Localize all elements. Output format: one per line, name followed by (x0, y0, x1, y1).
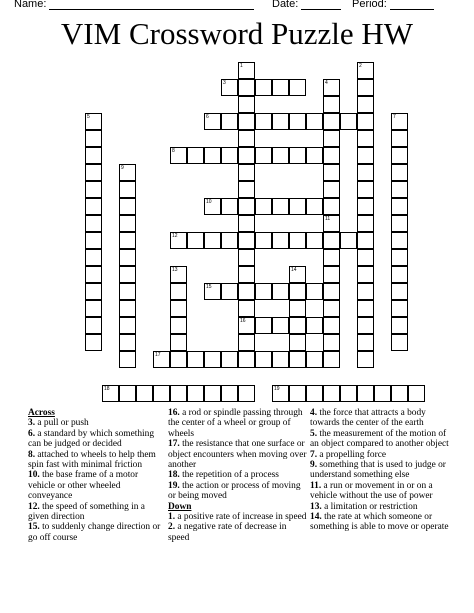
clue-text: a limitation or restriction (321, 501, 418, 512)
grid-cell[interactable] (391, 181, 408, 198)
grid-cell[interactable] (204, 385, 221, 402)
grid-cell[interactable] (238, 181, 255, 198)
grid-cell[interactable] (323, 334, 340, 351)
clue (310, 429, 450, 450)
clue-number: 6 (206, 114, 209, 120)
clue-number: 17. (168, 439, 180, 450)
grid-cell[interactable] (391, 147, 408, 164)
grid-cell[interactable] (170, 351, 187, 368)
clue-number: 10 (206, 199, 212, 205)
grid-cell[interactable] (204, 232, 221, 249)
grid-cell[interactable] (119, 317, 136, 334)
grid-cell[interactable] (357, 300, 374, 317)
grid-cell[interactable] (170, 283, 187, 300)
grid-cell[interactable] (255, 317, 272, 334)
grid-cell[interactable] (238, 79, 255, 96)
grid-cell[interactable] (306, 283, 323, 300)
grid-cell[interactable] (323, 266, 340, 283)
grid-cell[interactable] (272, 317, 289, 334)
clue-number: 13 (172, 267, 178, 273)
clue (28, 502, 166, 523)
clue-number: 19. (168, 480, 180, 491)
clue-number: 12. (28, 501, 40, 512)
grid-cell[interactable] (85, 283, 102, 300)
grid-cell[interactable] (187, 351, 204, 368)
name-blank[interactable] (49, 0, 254, 10)
grid-cell[interactable] (272, 113, 289, 130)
clue (310, 502, 450, 512)
grid-cell[interactable] (391, 385, 408, 402)
clue-text: a rod or spindle passing through the center of a wheel or group of wheels (168, 408, 303, 439)
grid-cell[interactable] (323, 113, 340, 130)
grid-cell[interactable] (119, 198, 136, 215)
grid-cell[interactable] (357, 79, 374, 96)
grid-cell[interactable] (323, 215, 340, 232)
grid-cell[interactable] (289, 283, 306, 300)
grid-cell[interactable] (255, 79, 272, 96)
clue-text: the resistance that one surface or object encounters when moving over another (168, 439, 307, 471)
clue (310, 450, 450, 460)
grid-cell[interactable] (238, 62, 255, 79)
date-field[interactable] (272, 0, 341, 10)
grid-cell[interactable] (323, 130, 340, 147)
grid-cell[interactable] (357, 215, 374, 232)
clue-number: 18. (168, 470, 180, 481)
period-blank[interactable] (390, 0, 434, 10)
grid-cell[interactable] (289, 351, 306, 368)
grid-cell[interactable] (238, 147, 255, 164)
clue-number: 2. (168, 522, 176, 533)
grid-cell[interactable] (289, 317, 306, 334)
clue-number: 16. (168, 408, 180, 418)
grid-cell[interactable] (238, 232, 255, 249)
grid-cell[interactable] (391, 266, 408, 283)
grid-cell[interactable] (187, 147, 204, 164)
grid-cell[interactable] (289, 79, 306, 96)
grid-cell[interactable] (289, 198, 306, 215)
clue-number: 4 (325, 80, 328, 86)
grid-cell[interactable] (119, 266, 136, 283)
grid-cell[interactable] (374, 385, 391, 402)
grid-cell[interactable] (391, 317, 408, 334)
grid-cell[interactable] (357, 181, 374, 198)
grid-cell[interactable] (357, 198, 374, 215)
clue (28, 470, 166, 501)
clue-number: 8 (172, 148, 175, 154)
grid-cell[interactable] (306, 113, 323, 130)
grid-cell[interactable] (357, 249, 374, 266)
grid-cell[interactable] (323, 164, 340, 181)
clue-number: 9. (310, 460, 318, 471)
grid-cell[interactable] (255, 351, 272, 368)
grid-cell[interactable] (238, 283, 255, 300)
clue (168, 522, 308, 543)
grid-cell[interactable] (85, 334, 102, 351)
grid-cell[interactable] (85, 249, 102, 266)
grid-cell[interactable] (408, 385, 425, 402)
grid-cell[interactable] (119, 283, 136, 300)
grid-cell[interactable] (85, 198, 102, 215)
grid-cell[interactable] (272, 232, 289, 249)
grid-cell[interactable] (238, 334, 255, 351)
grid-cell[interactable] (221, 351, 238, 368)
grid-cell[interactable] (323, 249, 340, 266)
grid-cell[interactable] (272, 79, 289, 96)
grid-cell[interactable] (340, 232, 357, 249)
grid-cell[interactable] (357, 130, 374, 147)
grid-cell[interactable] (289, 300, 306, 317)
clue (28, 450, 166, 471)
clue (310, 408, 450, 429)
grid-cell[interactable] (238, 317, 255, 334)
grid-cell[interactable] (221, 79, 238, 96)
clue-number: 7 (393, 114, 396, 120)
clue-column-2 (168, 408, 308, 543)
grid-cell[interactable] (255, 147, 272, 164)
clue-text: the action or process of moving or being moved (168, 480, 301, 502)
clue (168, 439, 308, 470)
grid-cell[interactable] (170, 266, 187, 283)
clue-number: 4. (310, 408, 318, 418)
clue (168, 408, 308, 439)
clue (310, 512, 450, 533)
grid-cell[interactable] (289, 147, 306, 164)
grid-cell[interactable] (323, 385, 340, 402)
grid-cell[interactable] (85, 300, 102, 317)
grid-cell[interactable] (357, 283, 374, 300)
clue-text: a standard by which something can be judged or decided (28, 428, 155, 450)
grid-cell[interactable] (119, 385, 136, 402)
grid-cell[interactable] (221, 147, 238, 164)
clue-text: a propelling force (317, 449, 387, 460)
grid-cell[interactable] (187, 232, 204, 249)
clue-number: 18 (104, 386, 110, 392)
grid-cell[interactable] (357, 147, 374, 164)
grid-cell[interactable] (357, 232, 374, 249)
grid-cell[interactable] (357, 351, 374, 368)
grid-cell[interactable] (238, 113, 255, 130)
grid-cell[interactable] (238, 164, 255, 181)
clue-number: 6. (28, 428, 36, 439)
clue-number: 1 (240, 63, 243, 69)
grid-cell[interactable] (306, 385, 323, 402)
clue-text: the rate at which someone or something is able to move or operate (310, 512, 449, 533)
clue (168, 470, 308, 480)
clue-number: 12 (172, 233, 178, 239)
clue-text: attached to wheels to help them spin fast with minimal friction (28, 449, 156, 471)
grid-cell[interactable] (391, 283, 408, 300)
clue-column-3 (310, 408, 450, 533)
grid-cell[interactable] (136, 385, 153, 402)
grid-cell[interactable] (238, 300, 255, 317)
clue-number: 17 (155, 352, 161, 358)
grid-cell[interactable] (204, 283, 221, 300)
clue (310, 460, 450, 481)
grid-cell[interactable] (255, 198, 272, 215)
grid-cell[interactable] (170, 300, 187, 317)
grid-cell[interactable] (85, 164, 102, 181)
grid-cell[interactable] (306, 351, 323, 368)
date-blank[interactable] (301, 0, 341, 10)
clue-text: the repetition of a process (179, 470, 279, 481)
grid-cell[interactable] (323, 300, 340, 317)
grid-cell[interactable] (323, 96, 340, 113)
grid-cell[interactable] (238, 198, 255, 215)
grid-cell[interactable] (391, 164, 408, 181)
grid-cell[interactable] (238, 215, 255, 232)
clue-number: 11 (325, 216, 331, 222)
grid-cell[interactable] (238, 266, 255, 283)
clue-text: the measurement of the motion of an object compared to another object (310, 428, 449, 450)
grid-cell[interactable] (85, 181, 102, 198)
grid-cell[interactable] (238, 130, 255, 147)
grid-cell[interactable] (391, 198, 408, 215)
grid-cell[interactable] (238, 96, 255, 113)
clue-number: 9 (121, 165, 124, 171)
grid-cell[interactable] (357, 96, 374, 113)
clue-number: 14. (310, 512, 322, 523)
clue-number: 11. (310, 480, 322, 491)
grid-cell[interactable] (238, 249, 255, 266)
clue-number: 3 (223, 80, 226, 86)
grid-cell[interactable] (289, 113, 306, 130)
grid-cell[interactable] (306, 147, 323, 164)
grid-cell[interactable] (170, 317, 187, 334)
grid-cell[interactable] (357, 385, 374, 402)
date-label: Date: (272, 0, 299, 10)
clue-text: a positive rate of increase in speed (175, 512, 307, 523)
grid-cell[interactable] (119, 181, 136, 198)
clue-text: something that is used to judge or understand something else (310, 460, 446, 481)
clue (28, 429, 166, 450)
grid-cell[interactable] (391, 249, 408, 266)
grid-cell[interactable] (255, 232, 272, 249)
grid-cell[interactable] (323, 317, 340, 334)
grid-cell[interactable] (272, 283, 289, 300)
grid-cell[interactable] (85, 130, 102, 147)
clue-number: 8. (28, 449, 36, 460)
page-title: VIM Crossword Puzzle HW (60, 16, 414, 51)
grid-cell[interactable] (391, 215, 408, 232)
grid-cell[interactable] (323, 232, 340, 249)
grid-cell[interactable] (85, 113, 102, 130)
period-label: Period: (352, 0, 387, 10)
grid-cell[interactable] (357, 334, 374, 351)
grid-cell[interactable] (170, 232, 187, 249)
grid-cell[interactable] (391, 334, 408, 351)
clue-column-1 (28, 408, 166, 543)
grid-cell[interactable] (85, 215, 102, 232)
grid-cell[interactable] (272, 198, 289, 215)
grid-cell[interactable] (391, 113, 408, 130)
grid-cell[interactable] (204, 198, 221, 215)
clue-text: the speed of something in a given direction (28, 501, 145, 523)
across-heading: Across (28, 408, 55, 418)
grid-cell[interactable] (119, 164, 136, 181)
grid-cell[interactable] (102, 385, 119, 402)
name-field[interactable] (14, 0, 254, 10)
grid-cell[interactable] (85, 266, 102, 283)
clue (28, 522, 166, 543)
grid-cell[interactable] (119, 334, 136, 351)
grid-cell[interactable] (119, 232, 136, 249)
grid-cell[interactable] (391, 130, 408, 147)
clue-number: 7. (310, 449, 318, 460)
grid-cell[interactable] (323, 351, 340, 368)
grid-cell[interactable] (221, 283, 238, 300)
grid-cell[interactable] (323, 283, 340, 300)
grid-cell[interactable] (119, 300, 136, 317)
grid-cell[interactable] (204, 113, 221, 130)
grid-cell[interactable] (255, 113, 272, 130)
grid-cell[interactable] (306, 198, 323, 215)
grid-cell[interactable] (357, 62, 374, 79)
clue-number: 16 (240, 318, 246, 324)
clue-number: 10. (28, 470, 40, 481)
grid-cell[interactable] (221, 232, 238, 249)
grid-cell[interactable] (289, 385, 306, 402)
grid-cell[interactable] (272, 385, 289, 402)
grid-cell[interactable] (391, 300, 408, 317)
grid-cell[interactable] (153, 351, 170, 368)
grid-cell[interactable] (85, 232, 102, 249)
clue-text: a negative rate of decrease in speed (168, 522, 287, 543)
grid-cell[interactable] (340, 113, 357, 130)
clue (28, 418, 166, 428)
grid-cell[interactable] (153, 385, 170, 402)
down-heading: Down (168, 501, 192, 512)
grid-cell[interactable] (323, 181, 340, 198)
grid-cell[interactable] (391, 232, 408, 249)
grid-cell[interactable] (187, 385, 204, 402)
grid-cell[interactable] (119, 351, 136, 368)
grid-cell[interactable] (119, 215, 136, 232)
grid-cell[interactable] (306, 232, 323, 249)
grid-cell[interactable] (238, 385, 255, 402)
clue-text: the base frame of a motor vehicle or other wheeled conveyance (28, 470, 139, 502)
grid-cell[interactable] (340, 385, 357, 402)
grid-cell[interactable] (119, 249, 136, 266)
clue-number: 3. (28, 418, 36, 429)
clue-text: a run or movement in or on a vehicle without the use of power (310, 480, 433, 502)
clue-number: 13. (310, 501, 322, 512)
clue-number: 2 (359, 63, 362, 69)
grid-cell[interactable] (357, 113, 374, 130)
grid-cell[interactable] (85, 317, 102, 334)
grid-cell[interactable] (289, 266, 306, 283)
grid-cell[interactable] (238, 351, 255, 368)
clue-number: 14 (291, 267, 297, 273)
grid-cell[interactable] (272, 351, 289, 368)
grid-cell[interactable] (357, 266, 374, 283)
grid-cell[interactable] (255, 283, 272, 300)
clue (168, 481, 308, 502)
grid-cell[interactable] (289, 232, 306, 249)
clue-number: 5. (310, 428, 318, 439)
grid-cell[interactable] (85, 147, 102, 164)
grid-cell[interactable] (323, 79, 340, 96)
grid-cell[interactable] (289, 334, 306, 351)
grid-cell[interactable] (170, 385, 187, 402)
grid-cell[interactable] (204, 351, 221, 368)
clue-number: 19 (274, 386, 280, 392)
grid-cell[interactable] (272, 147, 289, 164)
period-field[interactable] (352, 0, 434, 10)
grid-cell[interactable] (357, 317, 374, 334)
grid-cell[interactable] (221, 113, 238, 130)
grid-cell[interactable] (323, 147, 340, 164)
clue (168, 512, 308, 522)
clue-text: to suddenly change direction or go off course (28, 522, 161, 543)
grid-cell[interactable] (170, 334, 187, 351)
clue (310, 481, 450, 502)
name-label: Name: (14, 0, 47, 10)
clue-number: 15 (206, 284, 212, 290)
grid-cell[interactable] (204, 147, 221, 164)
clue-number: 1. (168, 512, 176, 523)
grid-cell[interactable] (357, 164, 374, 181)
clue-number: 15. (28, 522, 40, 533)
clue-text: the force that attracts a body towards the center of the earth (310, 408, 426, 429)
grid-cell[interactable] (221, 385, 238, 402)
grid-cell[interactable] (323, 198, 340, 215)
clue-number: 5 (87, 114, 90, 120)
grid-cell[interactable] (221, 198, 238, 215)
grid-cell[interactable] (170, 147, 187, 164)
clue-text: a pull or push (35, 418, 89, 429)
grid-cell[interactable] (306, 317, 323, 334)
